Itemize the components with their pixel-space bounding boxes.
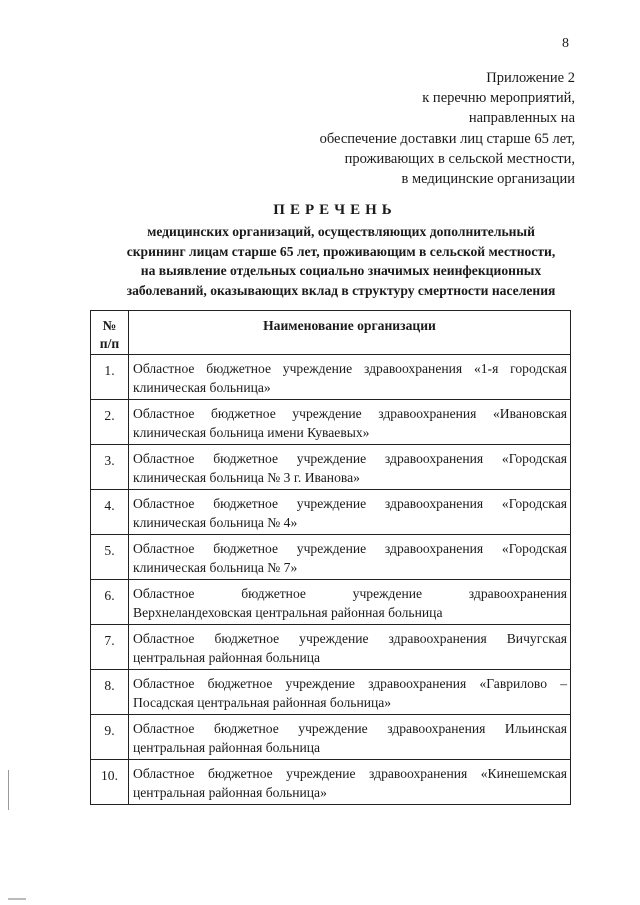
organization-name-line: клиническая больница № 7» (133, 559, 298, 575)
organization-name-line: Областное бюджетное учреждение здравоохранения Вичугская (133, 631, 567, 646)
scan-margin-mark (8, 898, 26, 900)
organization-name-line: центральная районная больница (133, 649, 321, 665)
appendix-block (320, 68, 575, 189)
header-number (91, 311, 129, 355)
organization-name-line: Областное бюджетное учреждение здравоохранения «Ивановская (133, 406, 567, 421)
organization-name (129, 445, 571, 490)
organization-name-line: Верхнеландеховская центральная районная больница (133, 604, 443, 620)
organization-name-line: Областное бюджетное учреждение здравоохранения «Гаврилово – (133, 676, 567, 691)
appendix-line: Приложение 2 (486, 70, 575, 86)
table-row (91, 625, 571, 670)
organization-name-line: Областное бюджетное учреждение здравоохранения «1-я городская (133, 361, 567, 376)
organization-name (129, 490, 571, 535)
table-row (91, 400, 571, 445)
document-title: ПЕРЕЧЕНЬ (273, 202, 397, 218)
organization-name-line: клиническая больница» (133, 379, 271, 395)
row-number: 2. (91, 400, 129, 445)
table-row (91, 355, 571, 400)
table-row (91, 445, 571, 490)
organization-name-line: Областное бюджетное учреждение здравоохранения «Кинешемская (133, 766, 567, 781)
organization-name-line: Областное бюджетное учреждение здравоохранения «Городская (133, 541, 567, 556)
scan-margin-mark (8, 770, 9, 810)
organization-name (129, 625, 571, 670)
table-header-row (91, 311, 571, 355)
organization-name-line: Областное бюджетное учреждение здравоохранения Ильинская (133, 721, 567, 736)
organization-name (129, 670, 571, 715)
appendix-line: обеспечение доставки лиц старше 65 лет, (319, 130, 575, 147)
table-row (91, 670, 571, 715)
organization-name (129, 715, 571, 760)
organization-name-line: центральная районная больница (133, 739, 321, 755)
appendix-line: в медицинские организации (401, 171, 575, 188)
organization-name (129, 355, 571, 400)
organizations-table (90, 310, 571, 805)
document-subtitle (96, 222, 586, 300)
organization-name (129, 580, 571, 625)
subtitle-line: заболеваний, оказывающих вклад в структуру смертности населения (126, 282, 556, 298)
header-number-symbol: № (102, 318, 117, 333)
row-number: 8. (91, 670, 129, 715)
row-number: 5. (91, 535, 129, 580)
table-row (91, 580, 571, 625)
subtitle-line: на выявление отдельных социально значимых неинфекционных (140, 263, 542, 278)
organization-name-line: клиническая больница № 3 г. Иванова» (133, 469, 360, 485)
row-number: 4. (91, 490, 129, 535)
organization-name (129, 400, 571, 445)
header-number-abbr: п/п (99, 336, 120, 351)
table-row (91, 760, 571, 805)
subtitle-line: скрининг лицам старше 65 лет, проживающим в сельской местности, (126, 243, 556, 259)
row-number: 10. (91, 760, 129, 805)
organization-name (129, 760, 571, 805)
table-row (91, 535, 571, 580)
table-row (91, 490, 571, 535)
row-number: 6. (91, 580, 129, 625)
appendix-line: направленных на (468, 110, 575, 127)
appendix-line: к перечню мероприятий, (422, 90, 575, 107)
header-organization-name: Наименование организации (129, 311, 571, 355)
organization-name-line: клиническая больница имени Куваевых» (133, 424, 370, 440)
organization-name-line: клиническая больница № 4» (133, 514, 298, 530)
subtitle-line: медицинских организаций, осуществляющих дополнительный (147, 224, 535, 239)
page-number: 8 (562, 36, 569, 51)
organization-name (129, 535, 571, 580)
table-row (91, 715, 571, 760)
organization-name-line: центральная районная больница» (133, 784, 327, 800)
organization-name-line: Посадская центральная районная больница» (133, 694, 392, 710)
row-number: 3. (91, 445, 129, 490)
row-number: 7. (91, 625, 129, 670)
organization-name-line: Областное бюджетное учреждение здравоохранения (133, 586, 567, 601)
organization-name-line: Областное бюджетное учреждение здравоохранения «Городская (133, 496, 567, 511)
row-number: 1. (91, 355, 129, 400)
appendix-line: проживающих в сельской местности, (344, 150, 575, 167)
row-number: 9. (91, 715, 129, 760)
organization-name-line: Областное бюджетное учреждение здравоохранения «Городская (133, 451, 567, 466)
